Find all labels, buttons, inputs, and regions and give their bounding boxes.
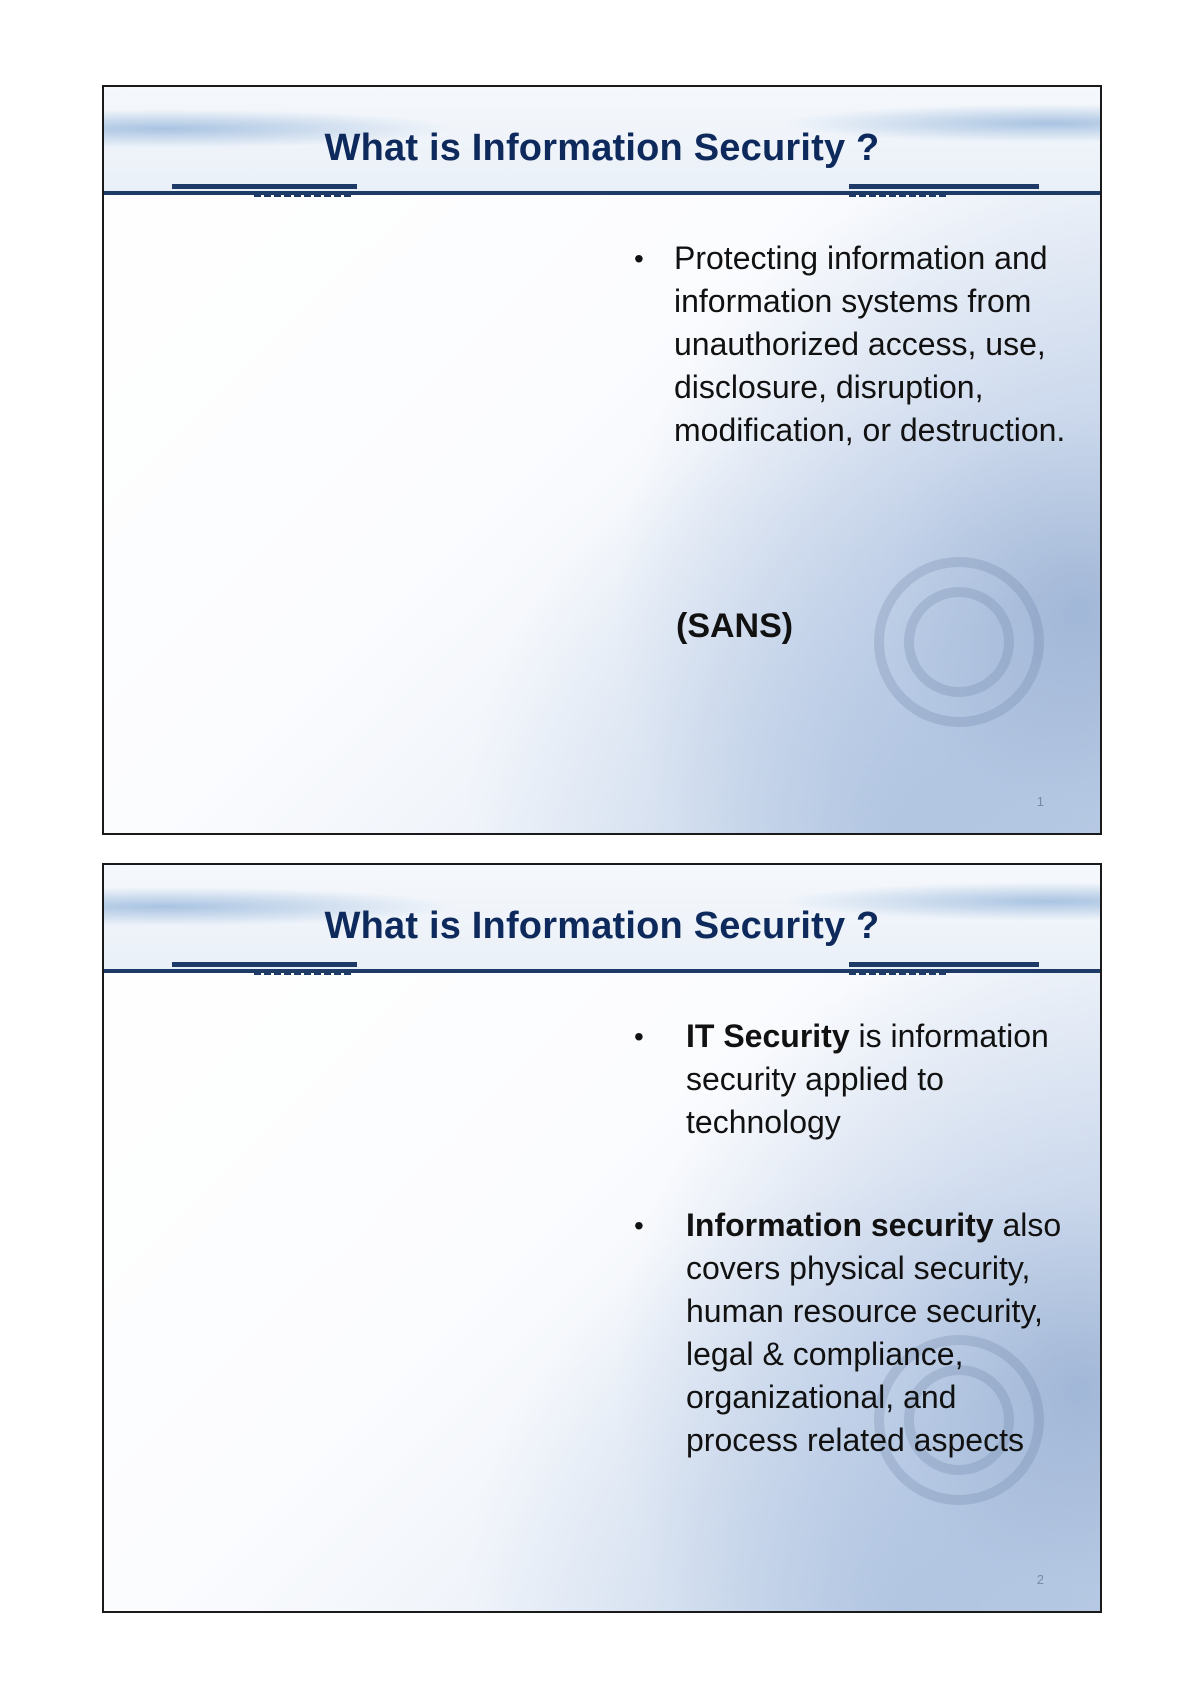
bullet-item bbox=[634, 1015, 1074, 1144]
slide-title: What is Information Security ? bbox=[324, 127, 880, 169]
bullet-item bbox=[634, 237, 1074, 452]
header-rule-right bbox=[849, 184, 1039, 189]
slide-2 bbox=[102, 863, 1102, 1613]
bullet-text: is information security applied to technology bbox=[686, 1018, 1049, 1140]
source-citation: (SANS) bbox=[676, 607, 794, 645]
header-rule-left bbox=[172, 184, 357, 189]
slide-body bbox=[634, 1015, 1074, 1462]
slide-header bbox=[104, 87, 1100, 191]
bullet-text: also covers physical security, human resource security, legal & compliance, organizational, and process related aspects bbox=[686, 1207, 1062, 1458]
header-rule-left bbox=[172, 962, 357, 967]
bullet-icon: • bbox=[634, 243, 644, 274]
bullet-bold-term: IT Security bbox=[686, 1018, 850, 1054]
bullet-item bbox=[634, 1204, 1074, 1462]
page-number: 2 bbox=[1036, 1572, 1044, 1587]
slide-title: What is Information Security ? bbox=[324, 905, 880, 947]
header-divider bbox=[104, 191, 1100, 195]
bullet-text: Protecting information and information systems from unauthorized access, use, disclosure, disruption, modification, or destruction. bbox=[674, 240, 1066, 448]
header-divider bbox=[104, 969, 1100, 973]
slide-1 bbox=[102, 85, 1102, 835]
fingerprint-decoration bbox=[904, 587, 1014, 697]
page-number: 1 bbox=[1036, 794, 1044, 809]
slide-header bbox=[104, 865, 1100, 969]
header-rule-right bbox=[849, 962, 1039, 967]
bullet-icon: • bbox=[634, 1021, 644, 1052]
bullet-bold-term: Information security bbox=[686, 1207, 994, 1243]
slide-body bbox=[634, 237, 1074, 452]
bullet-icon: • bbox=[634, 1210, 644, 1241]
